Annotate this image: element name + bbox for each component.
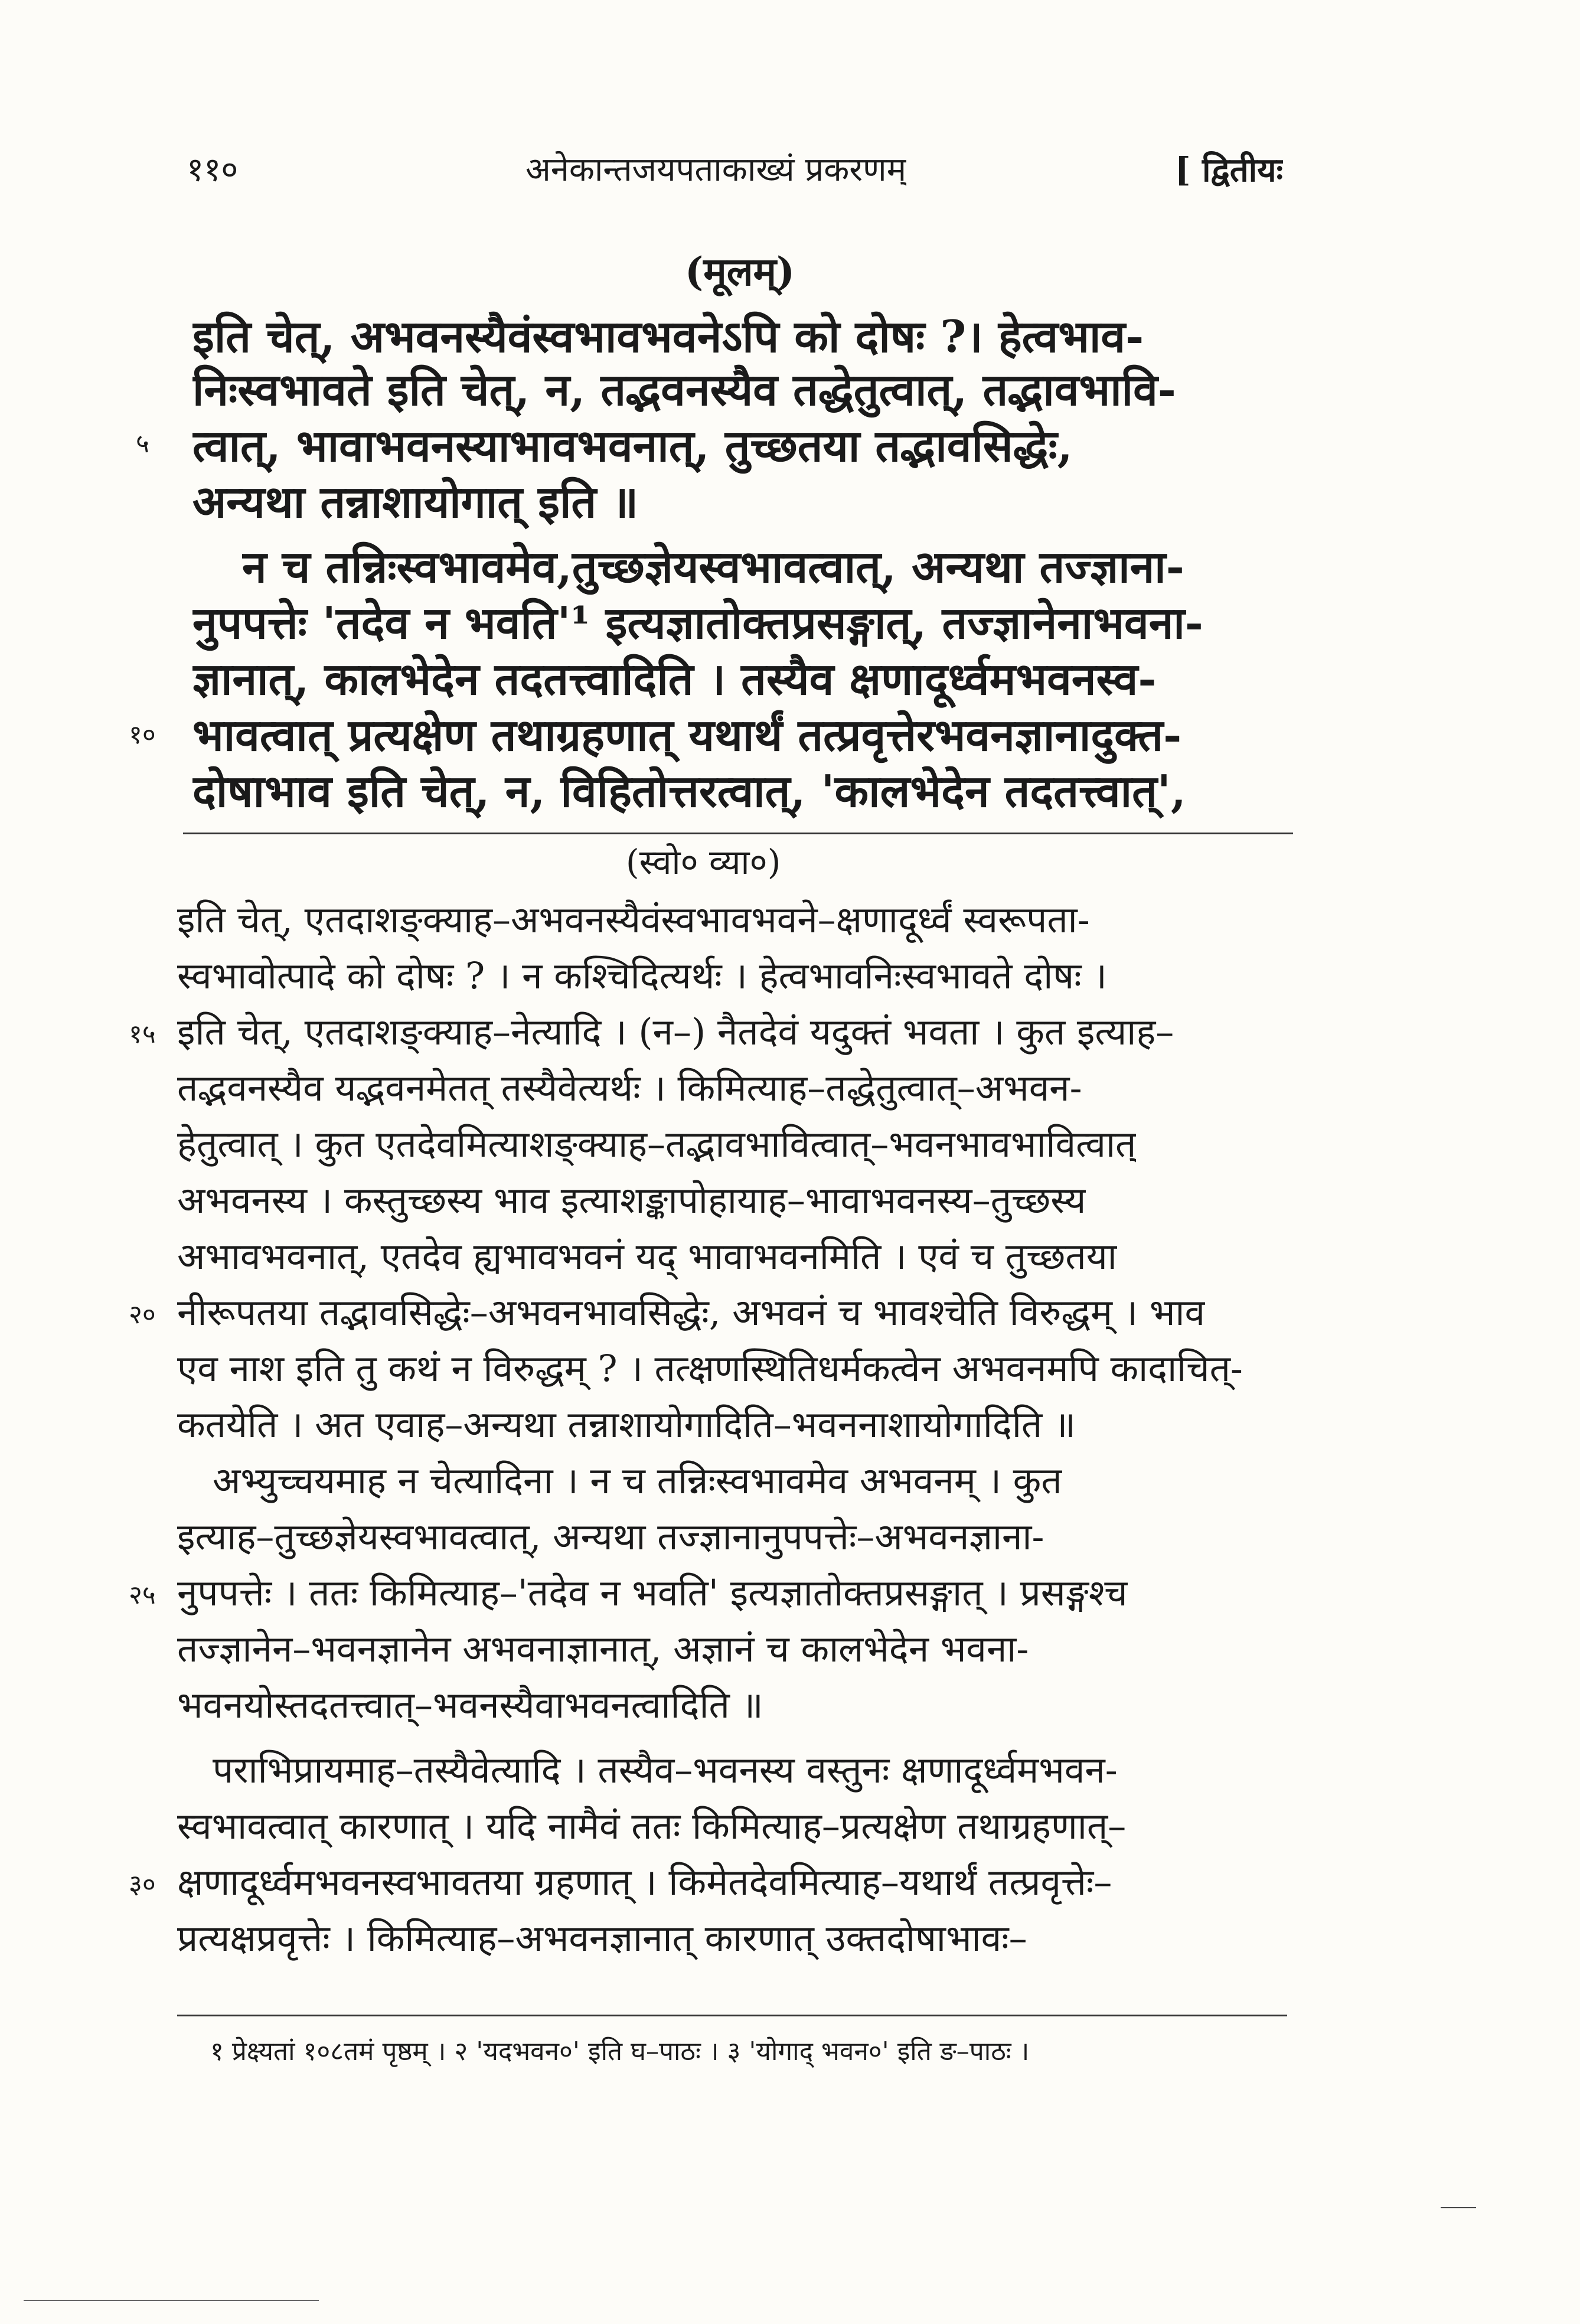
commentary-line: एव नाश इति तु कथं न विरुद्धम् ? । तत्क्षणस्थितिधर्मकत्वेन अभवनमपि कादाचित्- xyxy=(177,1347,1243,1390)
line-number-15: १५ xyxy=(129,1019,156,1049)
commentary-line: हेतुत्वात् । कुत एतदेवमित्याशङ्क्याह–तद्भावभावित्वात्–भवनभावभावित्वात् xyxy=(177,1122,1137,1166)
line-number-10: १० xyxy=(129,720,156,750)
commentary-line: प्रत्यक्षप्रवृत्तेः । किमित्याह–अभवनज्ञानात् कारणात् उक्तदोषाभावः– xyxy=(177,1917,1027,1960)
mula-line: भावत्वात् प्रत्यक्षेण तथाग्रहणात् यथार्थं तत्प्रवृत्तेरभवनज्ञानादुक्त- xyxy=(192,709,1182,761)
commentary-line: कतयेति । अत एवाह–अन्यथा तन्नाशायोगादिति–भवननाशायोगादिति ॥ xyxy=(177,1403,1076,1446)
commentary-line: स्वभावत्वात् कारणात् । यदि नामैवं ततः किमित्याह–प्रत्यक्षेण तथाग्रहणात्– xyxy=(177,1804,1127,1848)
section-marker: [ द्वितीयः xyxy=(1175,151,1283,190)
scan-edge-mark xyxy=(1441,2207,1476,2208)
commentary-line: इति चेत्, एतदाशङ्क्याह–नेत्यादि । (न–) नैतदेवं यदुक्तं भवता । कुत इत्याह– xyxy=(177,1010,1174,1053)
mula-line: ज्ञानात्, कालभेदेन तदतत्त्वादिति । तस्यैव क्षणादूर्ध्वमभवनस्व- xyxy=(192,653,1157,705)
commentary-line: पराभिप्रायमाह–तस्यैवेत्यादि । तस्यैव–भवनस्य वस्तुनः क्षणादूर्ध्वमभवन- xyxy=(213,1748,1118,1791)
commentary-line: अभ्युच्चयमाह न चेत्यादिना । न च तन्निःस्वभावमेव अभवनम् । कुत xyxy=(213,1459,1062,1502)
mula-line: त्वात्, भावाभवनस्याभावभवनात्, तुच्छतया तद्भावसिद्धेः, xyxy=(192,420,1073,472)
commentary-line: क्षणादूर्ध्वमभवनस्वभावतया ग्रहणात् । किमेतदेवमित्याह–यथार्थं तत्प्रवृत्तेः– xyxy=(177,1860,1112,1904)
mula-line: न च तन्निःस्वभावमेव,तुच्छज्ञेयस्वभावत्वात्, अन्यथा तज्ज्ञाना- xyxy=(242,541,1184,593)
commentary-line: इति चेत्, एतदाशङ्क्याह–अभवनस्यैवंस्वभावभवने–क्षणादूर्ध्वं स्वरूपता- xyxy=(177,898,1090,941)
scan-edge-mark xyxy=(24,2300,319,2301)
commentary-line: इत्याह–तुच्छज्ञेयस्वभावत्वात्, अन्यथा तज्ज्ञानानुपपत्तेः–अभवनज्ञाना- xyxy=(177,1515,1044,1558)
commentary-line: नीरूपतया तद्भावसिद्धेः–अभवनभावसिद्धेः, अभवनं च भावश्चेति विरुद्धम् । भाव xyxy=(177,1291,1205,1334)
commentary-heading: (स्वो० व्या०) xyxy=(626,842,781,882)
commentary-line: तज्ज्ञानेन–भवनज्ञानेन अभवनाज्ञानात्, अज्ञानं च कालभेदेन भवना- xyxy=(177,1627,1029,1670)
line-number-25: २५ xyxy=(129,1580,156,1610)
commentary-line: तद्भवनस्यैव यद्भवनमेतत् तस्यैवेत्यर्थः । किमित्याह–तद्धेतुत्वात्–अभवन- xyxy=(177,1066,1082,1109)
mula-line: दोषाभाव इति चेत्, न, विहितोत्तरत्वात्, 'कालभेदेन तदतत्त्वात्', xyxy=(192,765,1186,817)
line-number-30: ३० xyxy=(129,1869,156,1899)
section-divider xyxy=(183,833,1293,834)
mula-line: नुपपत्तेः 'तदेव न भवति'¹ इत्यज्ञातोक्तप्रसङ्गात्, तज्ज्ञानेनाभवना- xyxy=(192,597,1203,649)
commentary-line: स्वभावोत्पादे को दोषः ? । न कश्चिदित्यर्थः । हेत्वभावनिःस्वभावते दोषः । xyxy=(177,954,1107,997)
footnote: १ प्रेक्ष्यतां १०८तमं पृष्ठम् । २ 'यदभवन०' इति घ–पाठः । ३ 'योगाद् भवन०' इति ङ–पाठः । xyxy=(210,2036,1030,2067)
commentary-line: नुपपत्तेः । ततः किमित्याह–'तदेव न भवति' इत्यज्ञातोक्तप्रसङ्गात् । प्रसङ्गश्च xyxy=(177,1571,1128,1614)
commentary-line: अभावभवनात्, एतदेव ह्यभावभवनं यद् भावाभवनमिति । एवं च तुच्छतया xyxy=(177,1235,1117,1278)
footnote-divider xyxy=(177,2015,1287,2016)
commentary-line: अभवनस्य । कस्तुच्छस्य भाव इत्याशङ्कापोहायाह–भावाभवनस्य–तुच्छस्य xyxy=(177,1179,1086,1222)
mula-heading: (मूलम्) xyxy=(685,249,795,295)
running-title: अनेकान्तजयपताकाख्यं प्रकरणम् xyxy=(525,151,907,189)
line-number-20: २० xyxy=(129,1300,156,1330)
mula-line: निःस्वभावते इति चेत्, न, तद्भवनस्यैव तद्धेतुत्वात्, तद्भावभावि- xyxy=(192,364,1176,416)
page-number: ११० xyxy=(187,151,239,189)
line-number-5: ५ xyxy=(136,429,149,459)
commentary-line: भवनयोस्तदतत्त्वात्–भवनस्यैवाभवनत्वादिति ॥ xyxy=(177,1683,763,1726)
mula-line: इति चेत्, अभवनस्यैवंस्वभावभवनेऽपि को दोषः ?। हेत्वभाव- xyxy=(192,311,1144,363)
mula-line: अन्यथा तन्नाशायोगात् इति ॥ xyxy=(192,476,639,528)
